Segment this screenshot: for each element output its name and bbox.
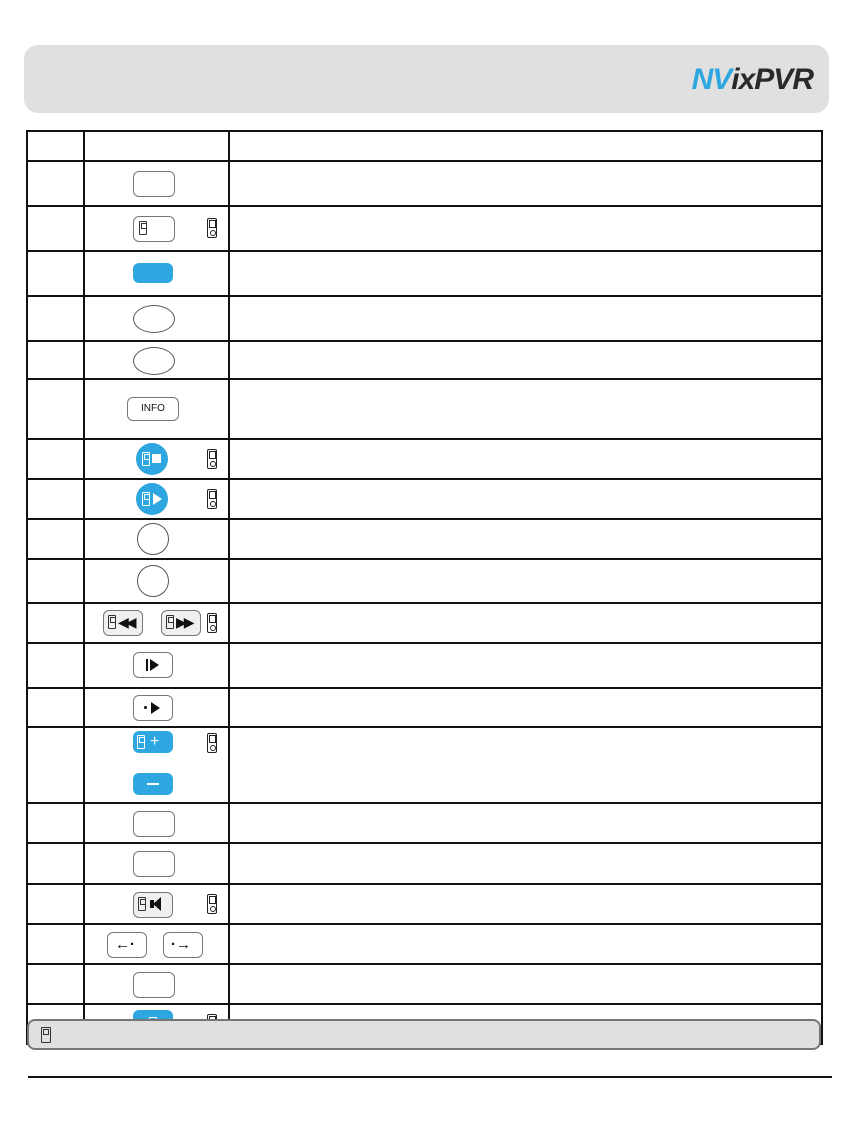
ipod-indicator-icon — [207, 894, 217, 914]
table-row — [27, 519, 822, 559]
table-row — [27, 643, 822, 688]
ipod-glyph-icon — [137, 735, 145, 749]
header-bar — [24, 45, 829, 113]
table-row — [27, 688, 822, 727]
frame-step-button-icon — [133, 652, 173, 678]
table-row — [27, 479, 822, 519]
stop-button-icon — [136, 443, 168, 475]
nvixpvr-logo — [692, 65, 813, 95]
remote-key-table — [26, 130, 823, 1045]
mute-button-icon — [133, 892, 173, 918]
step-bar-icon — [146, 659, 148, 671]
ipod-indicator-icon — [207, 449, 217, 469]
plain-button-icon — [133, 851, 175, 877]
volume-down-button-icon — [133, 773, 173, 795]
round-button-icon — [137, 523, 169, 555]
ipod-glyph-icon — [166, 615, 174, 629]
ipod-glyph-icon — [108, 615, 116, 629]
slow-play-button-icon — [133, 695, 173, 721]
logo-rest-part: ixPVR — [731, 63, 813, 96]
page-bottom-rule — [28, 1076, 832, 1078]
table-row — [27, 206, 822, 251]
ipod-legend-icon — [41, 1027, 51, 1043]
ipod-glyph-icon — [142, 452, 150, 466]
dot-icon — [144, 706, 147, 709]
plain-button-icon — [133, 811, 175, 837]
table-row — [27, 161, 822, 206]
volume-up-button-icon — [133, 731, 173, 753]
ipod-indicator-icon — [207, 218, 217, 238]
ipod-glyph-icon — [142, 492, 150, 506]
table-row — [27, 439, 822, 479]
plain-button-icon — [133, 972, 175, 998]
minus-icon — [147, 783, 159, 785]
play-triangle-icon — [151, 702, 160, 714]
skip-back-icon: ◀◀ — [118, 614, 134, 630]
skip-back-button-icon — [107, 932, 147, 958]
footnote-panel — [27, 1019, 821, 1050]
arrow-right-icon: ·→ — [171, 936, 191, 953]
logo-nv-part: NV — [691, 63, 732, 96]
plain-button-icon — [133, 171, 175, 197]
skip-forward-button-icon — [163, 932, 203, 958]
table-row — [27, 251, 822, 296]
header-cell-2 — [84, 131, 229, 161]
header-cell-1 — [27, 131, 84, 161]
table-row — [27, 884, 822, 924]
table-row — [27, 559, 822, 603]
next-track-button-icon — [161, 610, 201, 636]
previous-track-button-icon — [103, 610, 143, 636]
blue-button-icon — [133, 263, 173, 283]
oval-button-icon — [133, 347, 175, 375]
table-row — [27, 843, 822, 884]
play-triangle-icon — [153, 493, 162, 505]
table-row — [27, 296, 822, 341]
ipod-indicator-icon — [207, 613, 217, 633]
arrow-left-icon: ←· — [115, 936, 135, 953]
stop-square-icon — [152, 454, 161, 463]
ipod-glyph-icon — [139, 221, 147, 235]
info-button-icon — [127, 397, 179, 421]
step-triangle-icon — [150, 659, 159, 671]
table-row — [27, 964, 822, 1004]
speaker-cone-icon — [153, 897, 161, 911]
plus-icon: + — [150, 733, 160, 750]
table-row — [27, 727, 822, 803]
ipod-glyph-icon — [138, 897, 146, 911]
ipod-indicator-icon — [207, 733, 217, 753]
oval-button-icon — [133, 305, 175, 333]
table-row — [27, 803, 822, 843]
table-row — [27, 603, 822, 643]
header-cell-3 — [229, 131, 822, 161]
skip-forward-icon: ▶▶ — [176, 614, 192, 630]
ipod-mode-button-icon — [133, 216, 175, 242]
table-row — [27, 379, 822, 439]
table-row — [27, 924, 822, 964]
round-button-icon — [137, 565, 169, 597]
ipod-indicator-icon — [207, 489, 217, 509]
play-button-icon — [136, 483, 168, 515]
table-row — [27, 341, 822, 379]
table-header-row — [27, 131, 822, 161]
info-button-label: INFO — [141, 403, 165, 414]
